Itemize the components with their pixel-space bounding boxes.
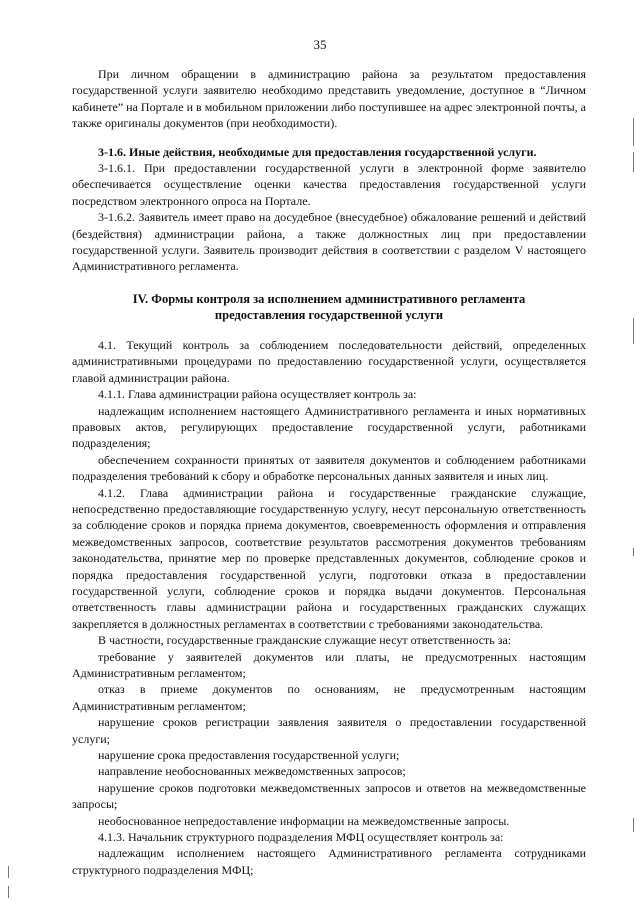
scan-margin-mark — [8, 866, 9, 878]
paragraph-responsibility-2: отказ в приеме документов по основаниям, не предусмотренным настоящим Административным регламентом; — [72, 682, 586, 713]
paragraph-responsibility-6: нарушение сроков подготовки межведомственных запросов и ответов на межведомственные запросы; — [72, 780, 586, 812]
scan-margin-mark — [8, 886, 9, 898]
paragraph-control-documents: обеспечением сохранности принятых от заявителя документов и соблюдением работниками подразделения требований к сбору и обработке персональных данных заявителя и иных лиц. — [72, 452, 586, 484]
paragraph-responsibility-1: требование у заявителей документов или платы, не предусмотренных настоящим Административным регламентом; — [72, 649, 586, 680]
sub-heading-3-1-6 — [72, 144, 586, 160]
scan-margin-mark — [633, 152, 634, 172]
scan-margin-mark — [633, 318, 634, 344]
paragraph-mfc-control: надлежащим исполнением настоящего Административного регламента сотрудниками структурного подразделения МФЦ; — [72, 846, 586, 877]
paragraph-4-1-1: 4.1.1. Глава администрации района осуществляет контроль за: — [98, 387, 417, 402]
scan-margin-mark — [633, 118, 634, 146]
paragraph-responsibility-intro: В частности, государственные гражданские служащие несут ответственность за: — [98, 633, 512, 648]
paragraph-3-1-6-1: 3-1.6.1. При предоставлении государственной услуги в электронной форме заявителю обеспечивается осуществление оценки качества предоставления государственной услуги посредством электронного опроса на Портале. — [72, 161, 586, 208]
section-heading-line-1: IV. Формы контроля за исполнением административного регламента — [132, 291, 526, 306]
sub-heading-text: 3-1.6. Иные действия, необходимые для предоставления государственной услуги. — [98, 144, 537, 159]
paragraph-responsibility-5: направление необоснованных межведомственных запросов; — [98, 764, 406, 779]
section-heading-line-2: предоставления государственной услуги — [214, 307, 444, 322]
paragraph-3-1-6-2: 3-1.6.2. Заявитель имеет право на досудебное (внесудебное) обжалование решений и действий (бездействия) администрации района, а также должностных лиц при предоставлении государственной услуги. Заявитель производит действия в соответствии с разделом V настоящего Административного регламента. — [72, 210, 586, 274]
paragraph-4-1: 4.1. Текущий контроль за соблюдением последовательности действий, определенных административными процедурами по предоставлению государственной услуги, осуществляется главой администрации района. — [72, 337, 586, 385]
scan-margin-mark — [633, 818, 634, 832]
paragraph-control-regulation: надлежащим исполнением настоящего Административного регламента и иных нормативных правовых актов, регулирующих предоставление государственной услуги, работниками подразделения; — [72, 403, 586, 451]
paragraph-responsibility-3: нарушение сроков регистрации заявления заявителя о предоставлении государственной услуги; — [72, 715, 586, 746]
page-number: 35 — [313, 37, 327, 52]
paragraph-personal-visit: При личном обращении в администрацию района за результатом предоставления государственной услуги заявителю необходимо представить уведомление, доступное в “Личном кабинете” на Портале и в мобильном приложении либо поступившее на адрес электронной почты, а также оригиналы документов (при необходимости). — [72, 67, 586, 131]
scan-margin-mark — [633, 548, 634, 556]
paragraph-4-1-3: 4.1.3. Начальник структурного подразделения МФЦ осуществляет контроль за: — [98, 830, 504, 845]
document-body — [72, 66, 586, 878]
paragraph-responsibility-4: нарушение срока предоставления государственной услуги; — [98, 748, 400, 763]
paragraph-responsibility-7: необоснованное непредоставление информации на межведомственные запросы. — [98, 813, 510, 828]
paragraph-4-1-2: 4.1.2. Глава администрации района и государственные гражданские служащие, непосредственно предоставляющие государственную услугу, несут персональную ответственность за соблюдение сроков и порядка приема документов, своевременность оформления и отправления межведомственных запросов, соответствие результатов рассмотрения документов требованиям законодательства, принятие мер по проверке представленных документов, соблюдение сроков и порядка предоставления государственной услуги, подготовки отказа в предоставлении государственной услуги, соблюдение сроков и порядка выдачи документов. Персональная ответственность главы администрации района и государственных гражданских служащих закрепляется в должностных регламентах в соответствии с требованиями законодательства. — [72, 485, 586, 631]
section-heading-iv — [72, 291, 586, 323]
